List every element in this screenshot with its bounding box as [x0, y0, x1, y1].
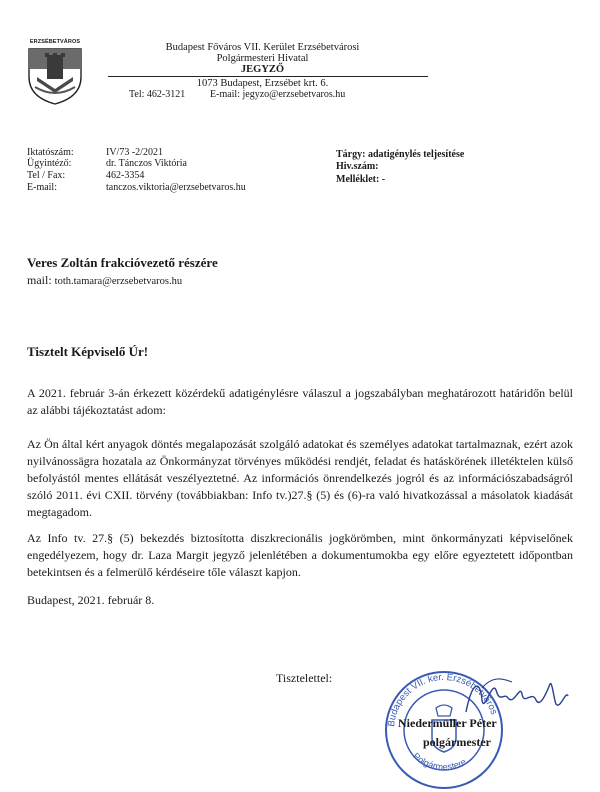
case-officer: dr. Tánczos Viktória: [106, 158, 187, 169]
crest-label: ERZSÉBETVÁROS: [29, 39, 81, 45]
paragraph-2: Az Ön által kért anyagok döntés megalapozását szolgáló adatokat és személyes adatokat tartalmaznak, ezért azok nyilvánossägra hozatala az Önkormányzat törvényes működési rendjét, feladat és hatáskörének illetéktelen külső befolyástól mentes ellátását veszélyeztetné. Az információs önrendelkezés jogról és az információszabadságról szóló 2011. évi CXII. törvény (továbbiakban: Info tv.)27.§ (5) és (6)-ra való hivatkozással a másolatok kiadását megtagadom.: [27, 437, 573, 519]
subject: Tárgy: adatigénylés teljesítése: [336, 149, 465, 160]
office-address: 1073 Budapest, Erzsébet krt. 6.: [196, 78, 329, 89]
ref-number: IV/73 -2/2021: [106, 147, 163, 158]
ref-number-label: Iktatószám:: [27, 147, 74, 158]
addressee-mail: [27, 273, 182, 288]
email-label: E-mail:: [27, 182, 57, 193]
office-tel: Tel: 462-3121: [129, 89, 186, 100]
signatory-title: polgármester: [423, 735, 491, 749]
paragraph-1: A 2021. február 3-án érkezett közérdekű adatigénylésre válaszul a jogszabályban meghatározott határidőn belül az alábbi tájékoztatást adom:: [27, 386, 573, 417]
addressee-name: Veres Zoltán frakcióvezető részére: [27, 255, 218, 270]
closing-greeting: Tisztelettel:: [276, 671, 333, 685]
coat-of-arms-icon: [27, 47, 83, 105]
reference-number: Hiv.szám:: [336, 161, 379, 172]
addressee-mail-label: mail:: [27, 273, 52, 287]
addressee-mail-value: toth.tamara@erzsebetvaros.hu: [54, 276, 183, 287]
stamp-text-top: Budapest VII. ker. Erzsébetváros: [386, 671, 500, 728]
signatory-name: Niedermüller Péter: [398, 716, 497, 730]
signature-icon: [462, 670, 572, 720]
salutation: Tisztelt Képviselő Úr!: [27, 344, 149, 359]
header-rule: [108, 76, 428, 77]
letter-date: Budapest, 2021. február 8.: [27, 593, 155, 607]
case-officer-label: Ügyintéző:: [27, 158, 72, 169]
office-title: JEGYZŐ: [240, 64, 285, 75]
attachment: Melléklet: -: [336, 174, 386, 185]
phone: 462-3354: [106, 170, 145, 181]
officer-email: tanczos.viktoria@erzsebetvaros.hu: [106, 182, 246, 193]
office-line1: Budapest Főváros VII. Kerület Erzsébetvárosi: [165, 42, 360, 53]
office-email: E-mail: jegyzo@erzsebetvaros.hu: [210, 89, 346, 100]
office-line2: Polgármesteri Hivatal: [216, 53, 309, 64]
paragraph-3: Az Info tv. 27.§ (5) bekezdés biztosította diszkrecionális jogkörömben, mint önkormányzati képviselőnek engedélyezem, hogy dr. Laza Margit jegyző jelenlétében a dokumentumokba egy előre egyeztetett időpontban betekintsen és a felmerülő kérdéseire tőle választ kapjon.: [27, 531, 573, 579]
svg-text:Polgármestere: [411, 751, 468, 772]
phone-label: Tel / Fax:: [27, 170, 66, 181]
stamp-text-bottom: Polgármestere: [411, 750, 468, 772]
